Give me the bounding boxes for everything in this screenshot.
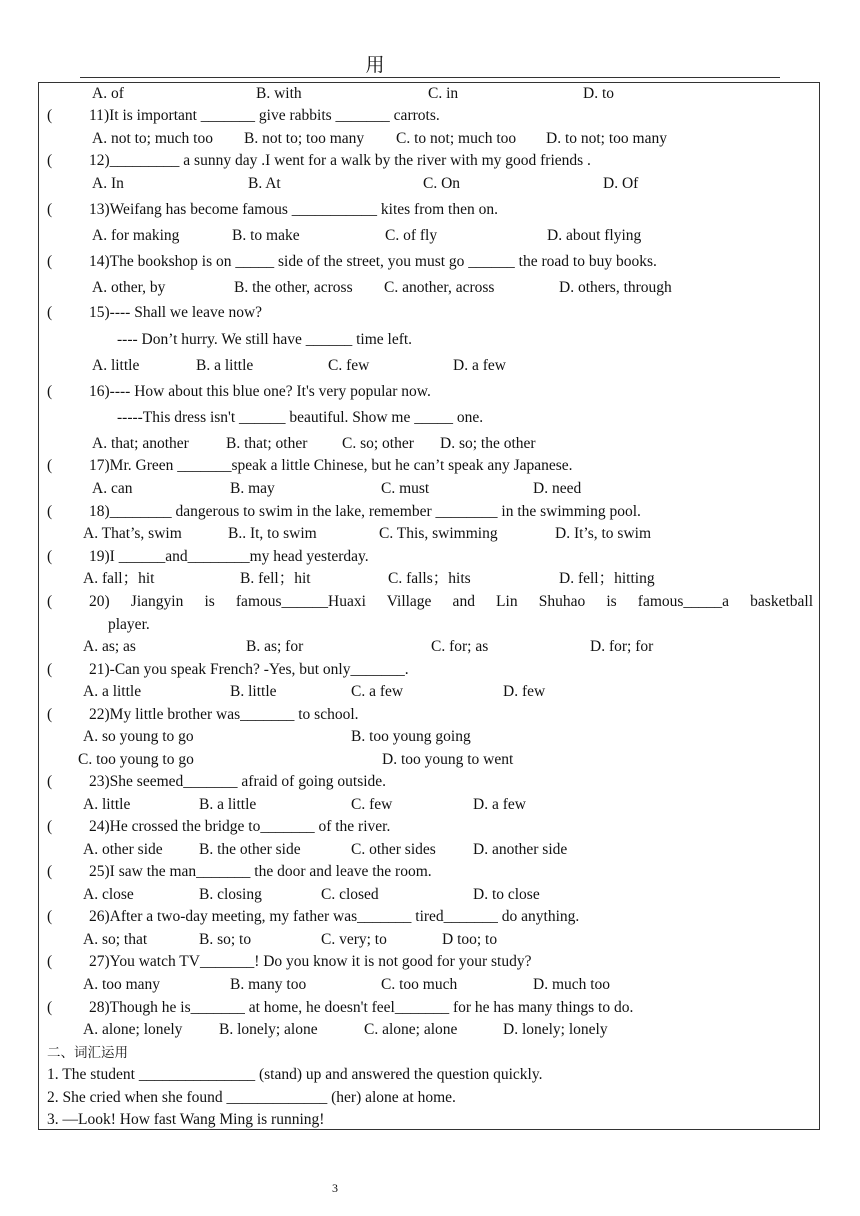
question-number: 15 <box>89 304 105 321</box>
answer-bracket: ( <box>47 253 53 270</box>
answer-option: C. falls；hits <box>388 570 471 587</box>
number-separator: ) <box>104 457 110 474</box>
number-separator: ) <box>104 999 110 1016</box>
question-stem <box>89 592 813 612</box>
question-number: 13 <box>89 201 105 218</box>
answer-option: A. too many <box>83 976 161 993</box>
answer-option: A. so young to go <box>83 728 194 745</box>
number-separator: ) <box>104 253 110 270</box>
answer-option: C. another, across <box>384 279 495 296</box>
answer-option: D. to not; too many <box>546 130 667 147</box>
number-separator: ) <box>104 863 110 880</box>
answer-option: D. about flying <box>547 227 642 244</box>
answer-bracket: ( <box>47 503 53 520</box>
question-text: She seemed_______ afraid of going outside. <box>109 773 387 790</box>
answer-option: B. as; for <box>246 638 304 655</box>
number-separator: ) <box>104 383 110 400</box>
question-stem <box>89 303 262 323</box>
answer-option: D. fell；hitting <box>559 570 655 587</box>
answer-option: D. a few <box>453 357 506 374</box>
question-stem <box>89 151 591 171</box>
question-number: 19 <box>89 548 105 565</box>
question-text-continued: ---- Don’t hurry. We still have ______ time left. <box>117 331 413 348</box>
answer-bracket: ( <box>47 661 53 678</box>
answer-option: B. the other side <box>199 841 301 858</box>
answer-bracket: ( <box>47 457 53 474</box>
answer-option: A. as; as <box>83 638 136 655</box>
question-text: The bookshop is on _____ side of the street, you must go ______ the road to buy books. <box>109 253 657 270</box>
answer-option: B.. It, to swim <box>228 525 317 542</box>
answer-bracket: ( <box>47 773 53 790</box>
answer-bracket: ( <box>47 383 53 400</box>
answer-option: A. so; that <box>83 931 148 948</box>
answer-option: D. too young to went <box>382 751 514 768</box>
answer-option: A. not to; much too <box>92 130 213 147</box>
question-stem <box>89 998 633 1018</box>
vocab-item: 1. The student _______________ (stand) up and answered the question quickly. <box>47 1066 543 1083</box>
question-number: 27 <box>89 953 105 970</box>
question-stem <box>89 547 369 567</box>
answer-option: D. It’s, to swim <box>555 525 652 542</box>
question-number: 18 <box>89 503 105 520</box>
number-separator: ) <box>104 953 110 970</box>
question-stem <box>89 817 390 837</box>
number-separator: ) <box>104 548 110 565</box>
question-number: 23 <box>89 773 105 790</box>
question-number: 26 <box>89 908 105 925</box>
question-text: _________ a sunny day .I went for a walk by the river with my good friends . <box>109 152 591 169</box>
answer-option: A. alone; lonely <box>83 1021 183 1038</box>
question-text: After a two-day meeting, my father was_______ tired_______ do anything. <box>109 908 580 925</box>
answer-option: C. closed <box>321 886 379 903</box>
question-text: It is important _______ give rabbits _______ carrots. <box>109 107 440 124</box>
answer-option: B. with <box>256 85 302 102</box>
question-text: ---- Shall we leave now? <box>109 304 263 321</box>
question-stem <box>89 952 531 972</box>
answer-option: A. other side <box>83 841 163 858</box>
section-heading: 二、词汇运用 <box>47 1045 128 1061</box>
answer-option: A. of <box>92 85 124 102</box>
answer-bracket: ( <box>47 201 53 218</box>
answer-option: B. closing <box>199 886 262 903</box>
answer-option: B. the other, across <box>234 279 353 296</box>
question-stem <box>89 705 359 725</box>
question-text: ________ dangerous to swim in the lake, remember ________ in the swimming pool. <box>109 503 641 520</box>
number-separator: ) <box>104 773 110 790</box>
answer-option: A. little <box>83 796 131 813</box>
answer-option: A. that; another <box>92 435 189 452</box>
answer-bracket: ( <box>47 548 53 565</box>
answer-option: C. in <box>428 85 459 102</box>
answer-option: A. That’s, swim <box>83 525 182 542</box>
answer-bracket: ( <box>47 593 53 610</box>
answer-option: C. must <box>381 480 430 497</box>
answer-option: C. so; other <box>342 435 414 452</box>
answer-option: D. so; the other <box>440 435 536 452</box>
question-stem <box>89 772 386 792</box>
number-separator: ) <box>104 908 110 925</box>
answer-option: C. very; to <box>321 931 387 948</box>
answer-option: D too; to <box>442 931 498 948</box>
answer-option: B. a little <box>199 796 257 813</box>
answer-option: C. alone; alone <box>364 1021 458 1038</box>
answer-option: D. much too <box>533 976 611 993</box>
answer-option: A. can <box>92 480 133 497</box>
answer-option: B. a little <box>196 357 254 374</box>
answer-bracket: ( <box>47 304 53 321</box>
answer-option: B. At <box>248 175 281 192</box>
question-text-continued: -----This dress isn't ______ beautiful. Show me _____ one. <box>117 409 484 426</box>
answer-option: B. fell；hit <box>240 570 311 587</box>
answer-option: D. need <box>533 480 582 497</box>
answer-option: C. This, swimming <box>379 525 498 542</box>
question-number: 25 <box>89 863 105 880</box>
number-separator: ) <box>104 152 110 169</box>
answer-option: A. In <box>92 175 124 192</box>
answer-option: B. to make <box>232 227 300 244</box>
answer-option: D. to close <box>473 886 540 903</box>
question-stem <box>89 382 431 402</box>
answer-option: B. too young going <box>351 728 471 745</box>
answer-option: A. little <box>92 357 140 374</box>
answer-option: D. lonely; lonely <box>503 1021 608 1038</box>
answer-option: D. Of <box>603 175 639 192</box>
answer-option: B. many too <box>230 976 307 993</box>
question-number: 21 <box>89 661 105 678</box>
question-text: Though he is_______ at home, he doesn't feel_______ for he has many things to do. <box>109 999 634 1016</box>
answer-option: D. a few <box>473 796 526 813</box>
answer-bracket: ( <box>47 818 53 835</box>
question-number: 12 <box>89 152 105 169</box>
answer-option: D. few <box>503 683 546 700</box>
answer-option: C. On <box>423 175 461 192</box>
question-text: I saw the man_______ the door and leave the room. <box>109 863 432 880</box>
answer-option: C. few <box>351 796 393 813</box>
question-stem <box>89 200 498 220</box>
question-text: ---- How about this blue one? It's very popular now. <box>109 383 431 400</box>
answer-bracket: ( <box>47 863 53 880</box>
number-separator: ) <box>104 503 110 520</box>
vocab-item: 3. —Look! How fast Wang Ming is running! <box>47 1111 325 1128</box>
question-number: 22 <box>89 706 105 723</box>
answer-option: D. for; for <box>590 638 654 655</box>
number-separator: ) <box>103 107 110 124</box>
answer-option: C. for; as <box>431 638 489 655</box>
question-stem <box>89 862 432 882</box>
question-text: -Can you speak French? -Yes, but only_______. <box>109 661 409 678</box>
question-text: My little brother was_______ to school. <box>109 706 359 723</box>
question-stem <box>89 502 641 522</box>
answer-option: D. another side <box>473 841 568 858</box>
answer-option: C. too much <box>381 976 458 993</box>
question-stem <box>89 907 579 927</box>
answer-bracket: ( <box>47 999 53 1016</box>
number-separator: ) <box>104 818 110 835</box>
answer-option: D. to <box>583 85 614 102</box>
number-separator: ) <box>104 706 110 723</box>
question-number: 14 <box>89 253 105 270</box>
answer-option: C. a few <box>351 683 404 700</box>
question-stem <box>89 660 409 680</box>
answer-option: A. for making <box>92 227 180 244</box>
answer-option: B. lonely; alone <box>219 1021 318 1038</box>
question-number: 24 <box>89 818 105 835</box>
question-stem <box>89 106 440 126</box>
answer-option: C. few <box>328 357 370 374</box>
answer-bracket: ( <box>47 107 53 124</box>
question-stem <box>89 456 573 476</box>
question-text: Weifang has become famous ___________ kites from then on. <box>109 201 498 218</box>
answer-bracket: ( <box>47 908 53 925</box>
question-text: Mr. Green _______speak a little Chinese, but he can’t speak any Japanese. <box>109 457 573 474</box>
number-separator: ) <box>104 201 110 218</box>
page-number: 3 <box>332 1181 338 1195</box>
answer-option: B. not to; too many <box>244 130 365 147</box>
question-stem <box>89 252 657 272</box>
question-number: 17 <box>89 457 105 474</box>
vocab-item: 2. She cried when she found _____________ (her) alone at home. <box>47 1089 456 1106</box>
number-separator: ) <box>104 304 110 321</box>
number-separator: ) <box>104 593 131 610</box>
answer-option: A. a little <box>83 683 142 700</box>
answer-option: A. fall；hit <box>83 570 155 587</box>
question-text: I ______and________my head yesterday. <box>109 548 369 565</box>
answer-option: A. close <box>83 886 134 903</box>
question-text: He crossed the bridge to_______ of the river. <box>109 818 391 835</box>
question-number: 11 <box>89 107 104 124</box>
answer-option: D. others, through <box>559 279 672 296</box>
answer-option: A. other, by <box>92 279 166 296</box>
answer-bracket: ( <box>47 953 53 970</box>
answer-option: B. that; other <box>226 435 308 452</box>
answer-option: C. other sides <box>351 841 436 858</box>
answer-option: B. little <box>230 683 277 700</box>
question-number: 28 <box>89 999 105 1016</box>
answer-option: B. so; to <box>199 931 252 948</box>
answer-option: C. of fly <box>385 227 438 244</box>
question-text: Jiangyin is famous______Huaxi Village and Lin Shuhao is famous_____a basketball <box>130 593 814 610</box>
question-text-continued: player. <box>108 616 150 633</box>
answer-option: C. too young to go <box>78 751 194 768</box>
answer-bracket: ( <box>47 706 53 723</box>
answer-option: B. may <box>230 480 275 497</box>
answer-option: C. to not; much too <box>396 130 517 147</box>
question-number: 16 <box>89 383 105 400</box>
answer-bracket: ( <box>47 152 53 169</box>
page-header-title: 用 <box>365 54 385 76</box>
question-text: You watch TV_______! Do you know it is not good for your study? <box>109 953 532 970</box>
header-rule <box>80 77 780 78</box>
question-number: 20 <box>89 593 105 610</box>
number-separator: ) <box>104 661 110 678</box>
